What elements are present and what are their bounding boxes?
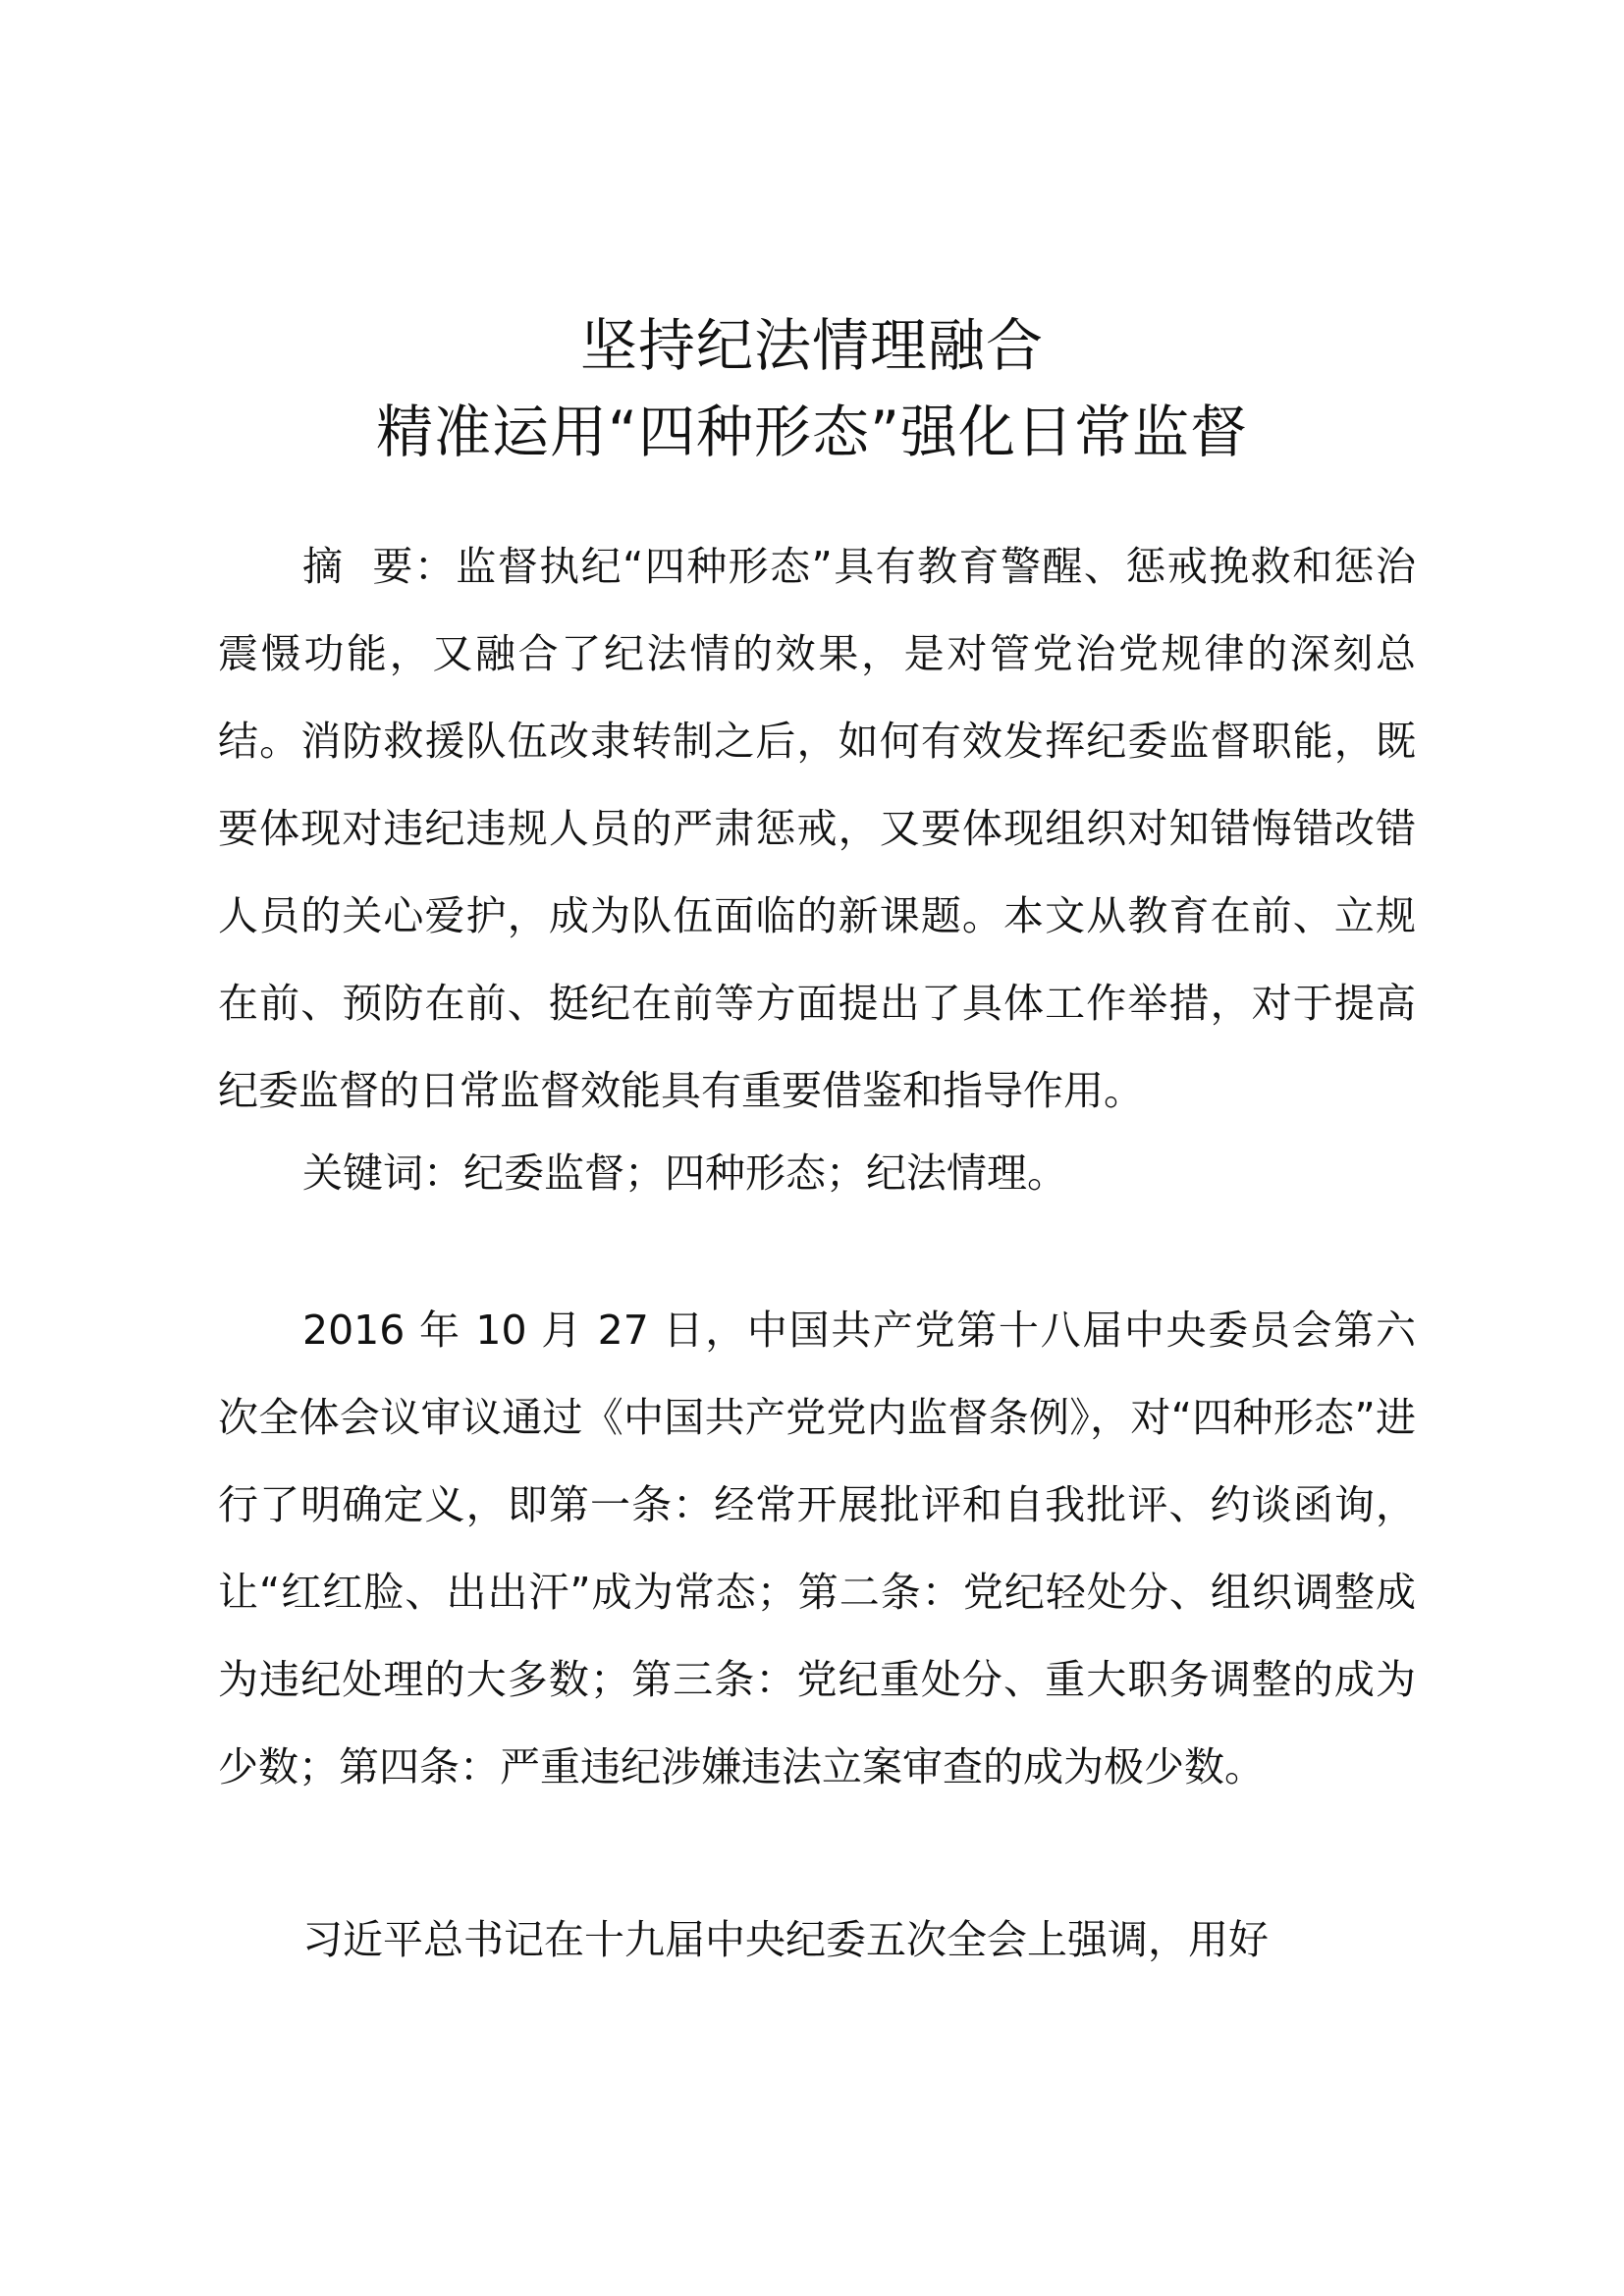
abstract-text: 监督执纪“四种形态”具有教育警醒、惩戒挽救和惩治震慑功能，又融合了纪法情的效果，是对管党治党规律的深刻总结。消防救援队伍改隶转制之后，如何有效发挥纪委监督职能，既要体现对违纪违规人员的严肃惩戒，又要体现组织对知错悔错改错人员的关心爱护，成为队伍面临的新课题。本文从教育在前、立规在前、预防在前、挺纪在前等方面提出了具体工作举措，对于提高纪委监督的日常监督效能具有重要借鉴和指导作用。 — [218, 543, 1416, 1114]
abstract-paragraph — [218, 523, 1416, 1135]
keywords-label: 关键词： — [302, 1149, 463, 1197]
document-title — [0, 302, 1624, 475]
abstract-label: 摘 要： — [302, 543, 457, 590]
body-paragraph-1: 2016 年 10 月 27 日，中国共产党第十八届中央委员会第六次全体会议审议通过《中国共产党党内监督条例》，对“四种形态”进行了明确定义，即第一条：经常开展批评和自我批评、约谈函询，让“红红脸、出出汗”成为常态；第二条：党纪轻处分、组织调整成为违纪处理的大多数；第三条：党纪重处分、重大职务调整的成为少数；第四条：严重违纪涉嫌违法立案审查的成为极少数。 — [218, 1307, 1416, 1790]
keywords-text: 纪委监督；四种形态；纪法情理。 — [463, 1149, 1067, 1197]
title-line-2: 精准运用“四种形态”强化日常监督 — [375, 399, 1249, 465]
title-line-1: 坚持纪法情理融合 — [579, 312, 1044, 379]
body-paragraph-2: 习近平总书记在十九届中央纪委五次全会上强调，用好 — [302, 1916, 1269, 1963]
keywords-paragraph — [218, 1130, 1416, 1217]
